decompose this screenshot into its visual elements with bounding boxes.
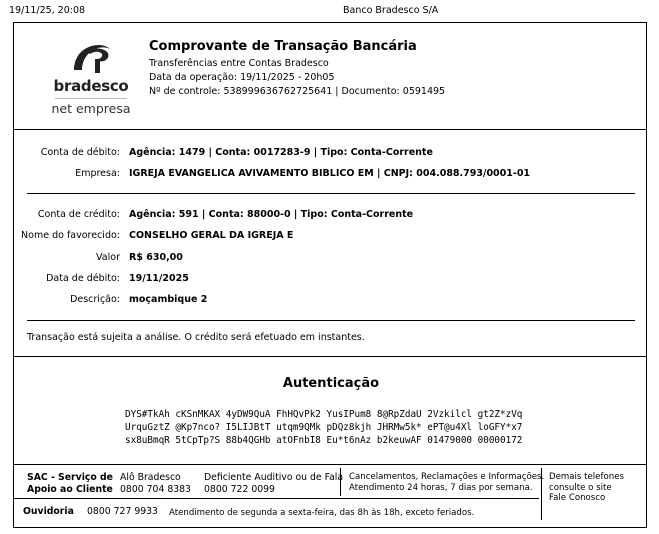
analysis-notice: Transação está sujeita a análise. O crédito será efetuado em instantes. <box>27 332 365 343</box>
debit-account-value: Agência: 1479 | Conta: 0017283-9 | Tipo: Conta-Corrente <box>129 147 433 158</box>
ombudsman-phone: 0800 727 9933 <box>87 506 158 517</box>
logo-brand-text: bradesco <box>53 77 129 95</box>
authentication-title: Autenticação <box>282 376 380 391</box>
amount-value: R$ 630,00 <box>129 252 183 263</box>
footer-separator <box>340 468 341 496</box>
deaf-support-label: Deficiente Auditivo ou de Fala <box>204 472 344 483</box>
authentication-line: UrquGztZ @Kp7nco? I5LIJBtT utqm9QMk pDQz8kjh JHRMw5k* ePT@u4Xl loGFY*x7 <box>125 422 523 433</box>
alo-bradesco <box>120 472 191 496</box>
print-timestamp: 19/11/25, 20:08 <box>9 5 86 16</box>
logo-divider <box>55 98 127 99</box>
bradesco-tree-icon <box>68 40 114 76</box>
receipt-title: Comprovante de Transação Bancária <box>149 39 417 54</box>
divider <box>27 193 635 194</box>
other-phones-line1: Demais telefones <box>549 472 624 482</box>
amount-label: Valor <box>96 252 120 263</box>
cancellations-line2: Atendimento 24 horas, 7 dias por semana. <box>349 483 533 493</box>
divider <box>14 498 539 499</box>
debit-account-label: Conta de débito: <box>40 147 120 158</box>
receipt-subtitle: Transferências entre Contas Bradesco <box>149 58 329 69</box>
print-header <box>9 5 650 19</box>
debit-date-value: 19/11/2025 <box>129 273 189 284</box>
description-value: moçambique 2 <box>129 294 208 305</box>
company-label: Empresa: <box>75 168 120 179</box>
divider <box>14 464 646 465</box>
company-value: IGREJA EVANGELICA AVIVAMENTO BIBLICO EM | CNPJ: 004.088.793/0001-01 <box>129 168 531 179</box>
sac-title-line1: SAC - Serviço de <box>27 472 113 483</box>
divider <box>14 129 646 130</box>
footer-separator <box>541 468 542 520</box>
credit-account-value: Agência: 591 | Conta: 88000-0 | Tipo: Conta-Corrente <box>129 209 414 220</box>
sac-title-line2: Apoio ao Cliente <box>27 484 113 495</box>
description-label: Descrição: <box>70 294 120 305</box>
sac-title <box>27 472 113 496</box>
authentication-code <box>125 408 522 447</box>
credit-account-label: Conta de crédito: <box>37 209 120 220</box>
other-phones-line3: Fale Conosco <box>549 493 606 503</box>
logo-sub-text: net empresa <box>51 101 131 116</box>
receipt-container <box>13 22 647 528</box>
other-phones-line2: consulte o site <box>549 482 612 493</box>
alo-bradesco-label: Alô Bradesco <box>120 472 181 483</box>
divider <box>14 356 646 357</box>
payee-label: Nome do favorecido: <box>21 230 120 241</box>
divider <box>27 320 635 321</box>
ombudsman-hours: Atendimento de segunda a sexta-feira, das 8h às 18h, exceto feriados. <box>169 508 475 518</box>
operation-date: Data da operação: 19/11/2025 - 20h05 <box>149 72 335 83</box>
control-number: Nº de controle: 538999636762725641 | Documento: 0591495 <box>149 86 446 97</box>
authentication-line: sx8uBmqR 5tCpTp?S 88b4QGHb atOFnbI8 Eu*t6nAz b2keuwAF 01479000 00000172 <box>125 435 523 446</box>
payee-value: CONSELHO GERAL DA IGREJA E <box>129 230 294 241</box>
debit-date-label: Data de débito: <box>46 273 120 284</box>
cancellations-line1: Cancelamentos, Reclamações e Informações. <box>349 472 545 482</box>
other-phones-info <box>549 472 624 504</box>
cancellations-info <box>349 472 544 494</box>
alo-bradesco-phone: 0800 704 8383 <box>120 484 191 495</box>
bradesco-logo <box>51 40 131 120</box>
deaf-support <box>204 472 343 496</box>
ombudsman-label: Ouvidoria <box>23 506 74 517</box>
deaf-support-phone: 0800 722 0099 <box>204 484 275 495</box>
print-bank-name: Banco Bradesco S/A <box>343 5 439 16</box>
authentication-line: DYS#TkAh cKSnMKAX 4yDW9QuA FhHQvPk2 YusIPum8 8@RpZdaU 2Vzkilcl gt2Z*zVq <box>125 409 523 420</box>
